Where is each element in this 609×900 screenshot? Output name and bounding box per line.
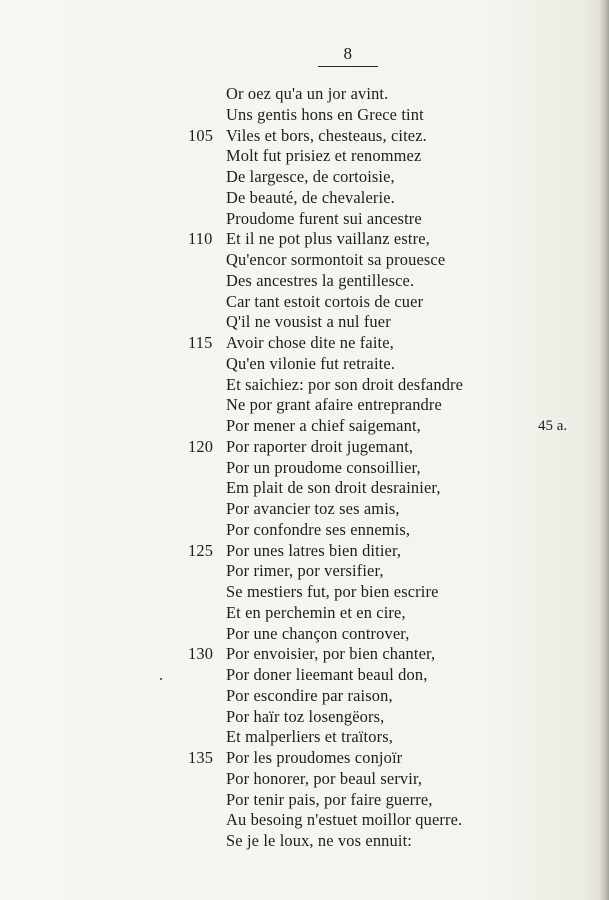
verse-line [180, 271, 510, 292]
verse-text: Por unes latres bien ditier, [226, 540, 402, 560]
verse-text: Or oez qu'a un jor avint. [226, 84, 389, 103]
verse-line [180, 292, 510, 313]
verse-line [180, 188, 510, 209]
verse-line [180, 686, 510, 707]
verse-text: Por confondre ses ennemis, [226, 519, 411, 539]
verse-text: Por rimer, por versifier, [226, 561, 384, 581]
verse-line [180, 250, 510, 271]
verse-number: 115 [188, 333, 213, 352]
verse-line [180, 810, 510, 831]
verse-line [180, 727, 510, 748]
verse-list [180, 84, 510, 852]
verse-line [180, 167, 510, 188]
verse-text: De beauté, de chevalerie. [226, 187, 395, 207]
verse-text: Por escondire par raison, [226, 685, 393, 705]
verse-text: Des ancestres la gentillesce. [226, 270, 415, 290]
verse-text: Viles et bors, chesteaus, citez. [226, 125, 427, 145]
verse-text: Et en perchemin et en cire, [226, 602, 406, 622]
verse-line [180, 84, 510, 105]
verse-line [180, 644, 510, 665]
verse-text: Et saichiez: por son droit desfandre [226, 374, 464, 394]
page-number: 8 [343, 44, 353, 63]
verse-number: 120 [188, 436, 214, 456]
verse-line [180, 582, 510, 603]
verse-text: Por raporter droit jugemant, [226, 436, 414, 456]
verse-number: 110 [188, 229, 213, 249]
verse-line [180, 416, 510, 437]
verse-text: Qu'encor sormontoit sa prouesce [226, 250, 446, 269]
margin-folio-note: 45 a. [538, 418, 568, 434]
verse-text: De largesce, de cortoisie, [226, 167, 395, 186]
verse-text: Molt fut prisiez et renommez [226, 146, 422, 166]
verse-line [180, 561, 510, 582]
verse-line [180, 229, 510, 250]
verse-text: Por un proudome consoillier, [226, 457, 421, 477]
verse-text: Au besoing n'estuet moillor querre. [226, 810, 463, 830]
verse-text: Et il ne pot plus vaillanz estre, [226, 229, 430, 249]
page-edge-shadow [599, 0, 609, 900]
verse-line [180, 105, 510, 126]
verse-line [180, 375, 510, 396]
verse-line [180, 769, 510, 790]
verse-text: Por avancier toz ses amis, [226, 499, 400, 518]
verse-line [180, 748, 510, 769]
verse-line [180, 707, 510, 728]
verse-number: 135 [188, 748, 214, 767]
verse-line [180, 458, 510, 479]
verse-line [180, 333, 510, 354]
verse-line [180, 790, 510, 811]
verse-text: Uns gentis hons en Grece tint [226, 104, 424, 124]
verse-line [180, 126, 510, 147]
verse-line [180, 437, 510, 458]
verse-text: Avoir chose dite ne faite, [226, 333, 394, 352]
verse-text: Por haïr toz losengëors, [226, 706, 385, 726]
verse-text: Por tenir pais, por faire guerre, [226, 789, 433, 809]
verse-text: Por envoisier, por bien chanter, [226, 644, 436, 664]
verse-text: Q'il ne vousist a nul fuer [226, 312, 391, 332]
verse-line [180, 831, 510, 852]
verse-line [180, 541, 510, 562]
verse-text: Ne por grant afaire entreprandre [226, 395, 442, 415]
verse-line [180, 603, 510, 624]
verse-text: Por doner lieemant beaul don, [226, 665, 428, 684]
verse-text: Se je le loux, ne vos ennuit: [226, 831, 412, 850]
verse-number: 130 [188, 644, 214, 664]
verse-number: 105 [188, 125, 214, 145]
verse-line [180, 624, 510, 645]
verse-line [180, 395, 510, 416]
verse-text: Qu'en vilonie fut retraite. [226, 353, 396, 373]
verse-text: Car tant estoit cortois de cuer [226, 291, 424, 311]
verse-line [180, 665, 510, 686]
verse-text: Se mestiers fut, por bien escrire [226, 582, 439, 601]
verse-line [180, 354, 510, 375]
verse-text: Por les proudomes conjoïr [226, 748, 403, 767]
verse-number: 125 [188, 540, 214, 560]
verse-text: Em plait de son droit desrainier, [226, 478, 441, 498]
verse-text: Por mener a chief saigemant, [226, 416, 421, 435]
verse-line [180, 312, 510, 333]
verse-line [180, 209, 510, 230]
verse-text: Proudome furent sui ancestre [226, 208, 422, 228]
ink-speck [160, 678, 162, 680]
verse-line [180, 499, 510, 520]
verse-text: Por honorer, por beaul servir, [226, 768, 423, 788]
verse-line [180, 146, 510, 167]
verse-line [180, 478, 510, 499]
page-number-rule [318, 66, 378, 67]
verse-line [180, 520, 510, 541]
verse-text: Por une chançon controver, [226, 623, 410, 643]
verse-text: Et malperliers et traïtors, [226, 727, 393, 747]
